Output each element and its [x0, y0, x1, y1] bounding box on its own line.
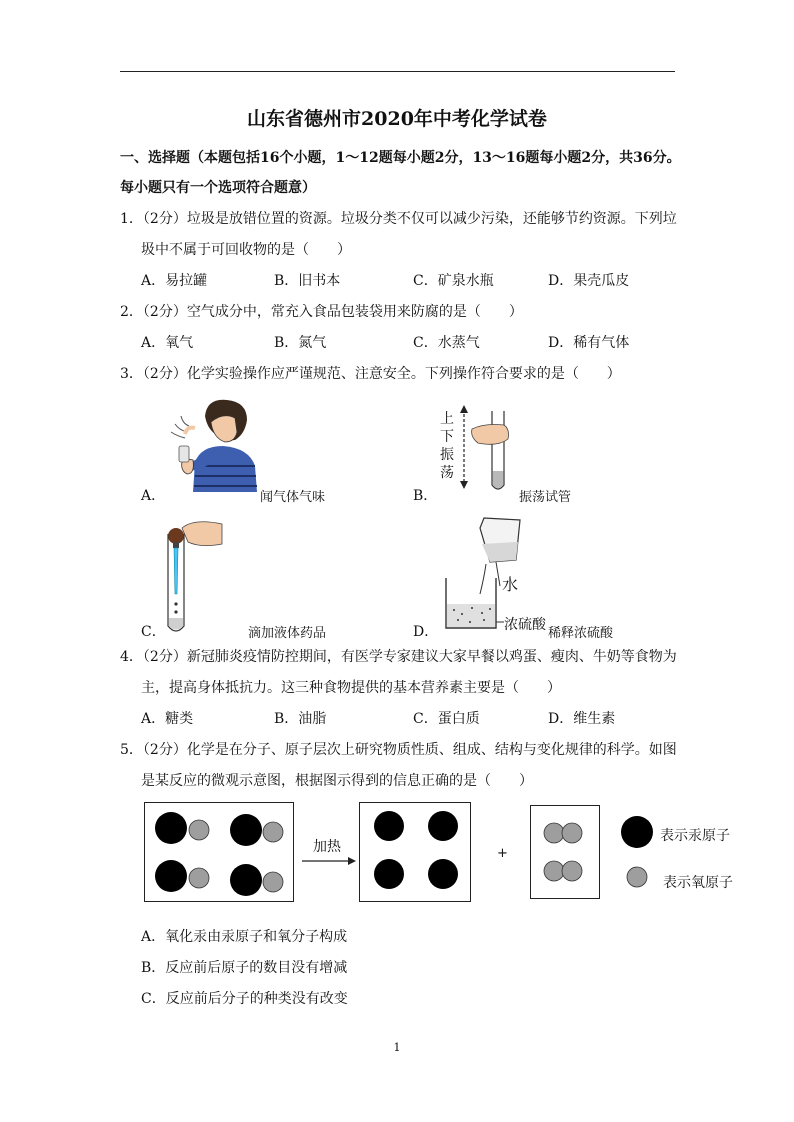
- legend-mercury-label: 表示汞原子: [660, 828, 730, 844]
- q4-option-d: D．维生素: [548, 711, 616, 727]
- oxygen-product-box: [530, 805, 600, 899]
- q2-option-b: B．氮气: [274, 335, 327, 351]
- shake-test-tube-illustration: [458, 405, 518, 497]
- q2-stem-line1: 2．（2分）空气成分中，常充入食品包装袋用来防腐的是（ ）: [120, 304, 523, 320]
- q1-option-d: D．果壳瓜皮: [548, 273, 630, 289]
- mercury-atom-legend-icon: [620, 815, 654, 849]
- q1-option-a: A．易拉罐: [141, 273, 208, 289]
- q3-option-b-label: B．: [413, 488, 438, 504]
- q1-option-c: C．矿泉水瓶: [413, 273, 494, 289]
- q3-option-a-label: A．: [141, 488, 166, 504]
- q4-option-a: A．糖类: [141, 711, 194, 727]
- water-label: 水: [502, 575, 519, 594]
- section-heading-line2: 每小题只有一个选项符合题意）: [120, 180, 316, 196]
- shake-arrow-text: 上 下 振 荡: [440, 411, 454, 481]
- dropper-test-tube-illustration: [160, 514, 224, 638]
- smelling-gas-illustration: [165, 396, 260, 494]
- oxygen-atom-legend-icon: [626, 866, 648, 888]
- q2-option-c: C．水蒸气: [413, 335, 480, 351]
- q5-stem-line1: 5．（2分）化学是在分子、原子层次上研究物质性质、组成、结构与变化规律的科学。如图: [120, 742, 677, 758]
- page-title: 山东省德州市2020年中考化学试卷: [247, 108, 547, 130]
- q4-option-b: B．油脂: [274, 711, 327, 727]
- q1-stem-line2: 圾中不属于可回收物的是（ ）: [141, 242, 351, 258]
- q4-stem-line2: 主，提高身体抵抗力。这三种食物提供的基本营养素主要是（ ）: [141, 680, 561, 696]
- q1-stem-line1: 1．（2分）垃圾是放错位置的资源。垃圾分类不仅可以减少污染，还能够节约资源。下列垃: [120, 211, 677, 227]
- q2-option-d: D．稀有气体: [548, 335, 630, 351]
- q5-option-c: C．反应前后分子的种类没有改变: [141, 991, 348, 1007]
- q5-stem-line2: 是某反应的微观示意图，根据图示得到的信息正确的是（ ）: [141, 773, 533, 789]
- reactant-box: [144, 802, 294, 902]
- q4-stem-line1: 4．（2分）新冠肺炎疫情防控期间，有医学专家建议大家早餐以鸡蛋、瘦肉、牛奶等食物为: [120, 649, 677, 665]
- q3-stem-line1: 3．（2分）化学实验操作应严谨规范、注意安全。下列操作符合要求的是（ ）: [120, 366, 621, 382]
- page-number: 1: [393, 1041, 401, 1054]
- q1-option-b: B．旧书本: [274, 273, 341, 289]
- legend-oxygen-label: 表示氧原子: [663, 875, 733, 891]
- q3-option-b-caption: 振荡试管: [519, 490, 572, 505]
- heating-label: 加热: [313, 839, 341, 855]
- q3-option-c-label: C．: [141, 624, 166, 640]
- q2-option-a: A．氧气: [141, 335, 194, 351]
- q3-option-d-label: D．: [413, 624, 439, 640]
- header-rule: [120, 71, 675, 72]
- q3-option-a-caption: 闻气体气味: [260, 490, 326, 505]
- q3-option-c-caption: 滴加液体药品: [248, 626, 327, 641]
- q5-option-a: A．氧化汞由汞原子和氧分子构成: [141, 929, 348, 945]
- q4-option-c: C．蛋白质: [413, 711, 480, 727]
- reaction-arrow: [302, 856, 356, 866]
- q5-option-b: B．反应前后原子的数目没有增减: [141, 960, 348, 976]
- section-heading-line1: 一、选择题（本题包括16个小题，1～12题每小题2分，13～16题每小题2分，共36分。: [120, 150, 681, 166]
- mercury-product-box: [359, 802, 471, 902]
- plus-sign: +: [497, 846, 508, 861]
- acid-label: 浓硫酸: [504, 617, 546, 633]
- q3-option-d-caption: 稀释浓硫酸: [548, 626, 614, 641]
